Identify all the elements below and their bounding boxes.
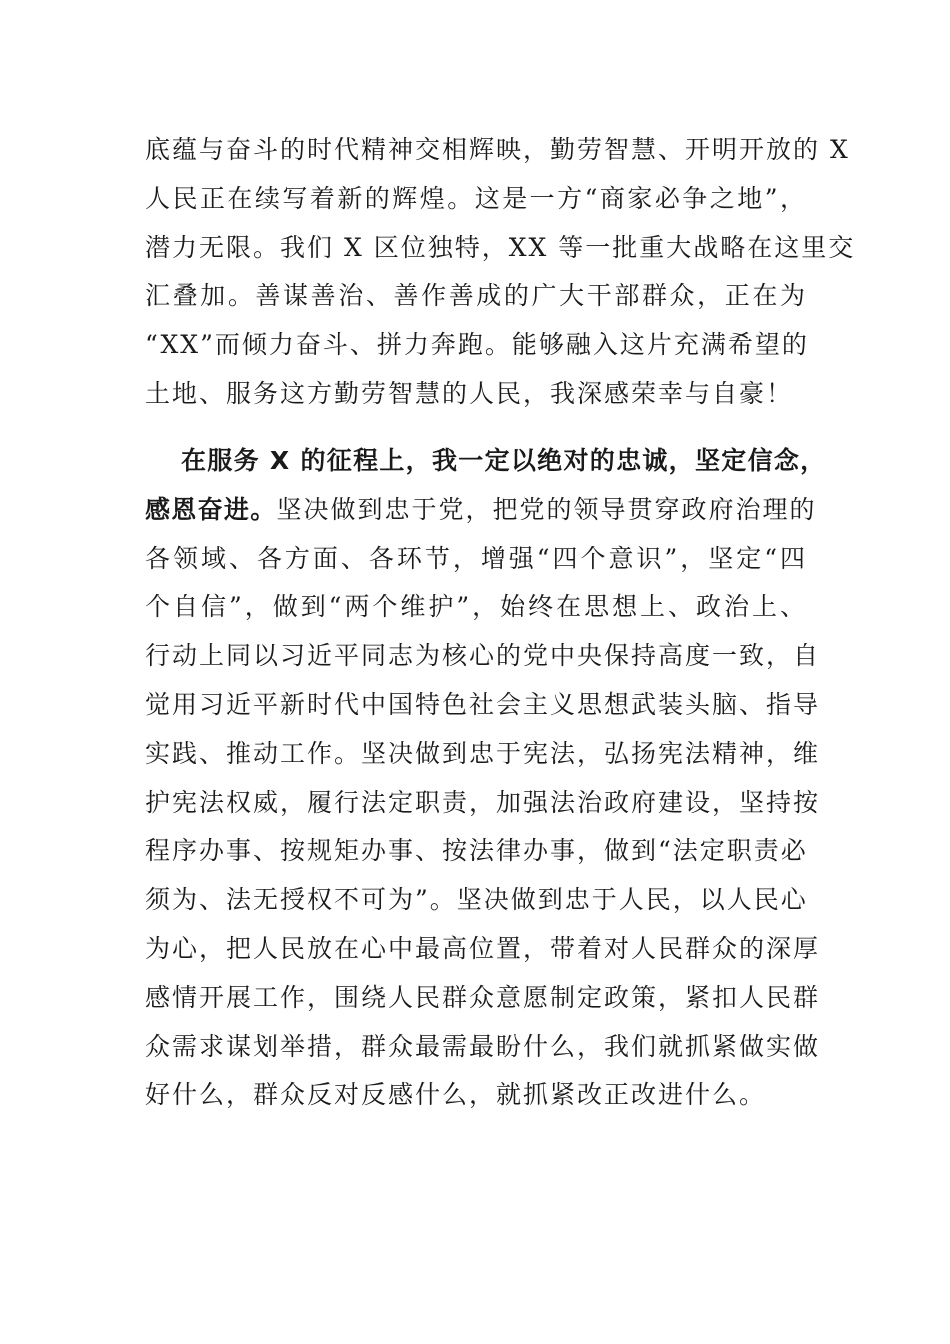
paragraph-text: 坚决做到忠于党，把党的领导贯穿政府治理的: [276, 494, 817, 524]
paragraph-line: 好什么，群众反对反感什么，就抓紧改正改进什么。: [145, 1080, 767, 1110]
paragraph-line: 潜力无限。我们 X 区位独特，XX 等一批重大战略在这里交: [145, 232, 856, 262]
paragraph-line: “XX”而倾力奋斗、拼力奔跑。能够融入这片充满希望的: [145, 330, 809, 360]
paragraph-line: 汇叠加。善谋善治、善作善成的广大干部群众，正在为: [145, 281, 807, 311]
paragraph-line: 行动上同以习近平同志为核心的党中央保持高度一致，自: [145, 641, 821, 671]
paragraph-line: 实践、推动工作。坚决做到忠于宪法，弘扬宪法精神，维: [145, 738, 821, 768]
paragraph-line: 个自信”，做到“两个维护”，始终在思想上、政治上、: [145, 592, 807, 622]
paragraph-line: 人民正在续写着新的辉煌。这是一方“商家必争之地”，: [145, 183, 807, 213]
paragraph-1: [145, 126, 856, 419]
bold-lead-sentence-end: 感恩奋进。: [145, 494, 277, 524]
paragraph-line: 感情开展工作，围绕人民群众意愿制定政策，紧扣人民群: [145, 982, 821, 1012]
paragraph-line: 各领域、各方面、各环节，增强“四个意识”，坚定“四: [145, 543, 807, 573]
paragraph-2: [145, 437, 827, 1120]
paragraph-line: 为心，把人民放在心中最高位置，带着对人民群众的深厚: [145, 933, 821, 963]
paragraph-line: 底蕴与奋斗的时代精神交相辉映，勤劳智慧、开明开放的 X: [145, 135, 850, 164]
paragraph-line: 众需求谋划举措，群众最需最盼什么，我们就抓紧做实做: [145, 1031, 821, 1061]
paragraph-line: [145, 437, 827, 486]
paragraph-line: 土地、服务这方勤劳智慧的人民，我深感荣幸与自豪！: [145, 378, 794, 408]
paragraph-line: 程序办事、按规矩办事、按法律办事，做到“法定职责必: [145, 836, 808, 866]
paragraph-line: 护宪法权威，履行法定职责，加强法治政府建设，坚持按: [145, 787, 821, 817]
paragraph-line: 觉用习近平新时代中国特色社会主义思想武装头脑、指导: [145, 689, 821, 719]
paragraph-line: 须为、法无授权不可为”。坚决做到忠于人民，以人民心: [145, 885, 808, 915]
bold-lead-sentence: 在服务 X 的征程上，我一定以绝对的忠诚，坚定信念，: [181, 446, 827, 475]
paragraph-line: [145, 486, 817, 535]
